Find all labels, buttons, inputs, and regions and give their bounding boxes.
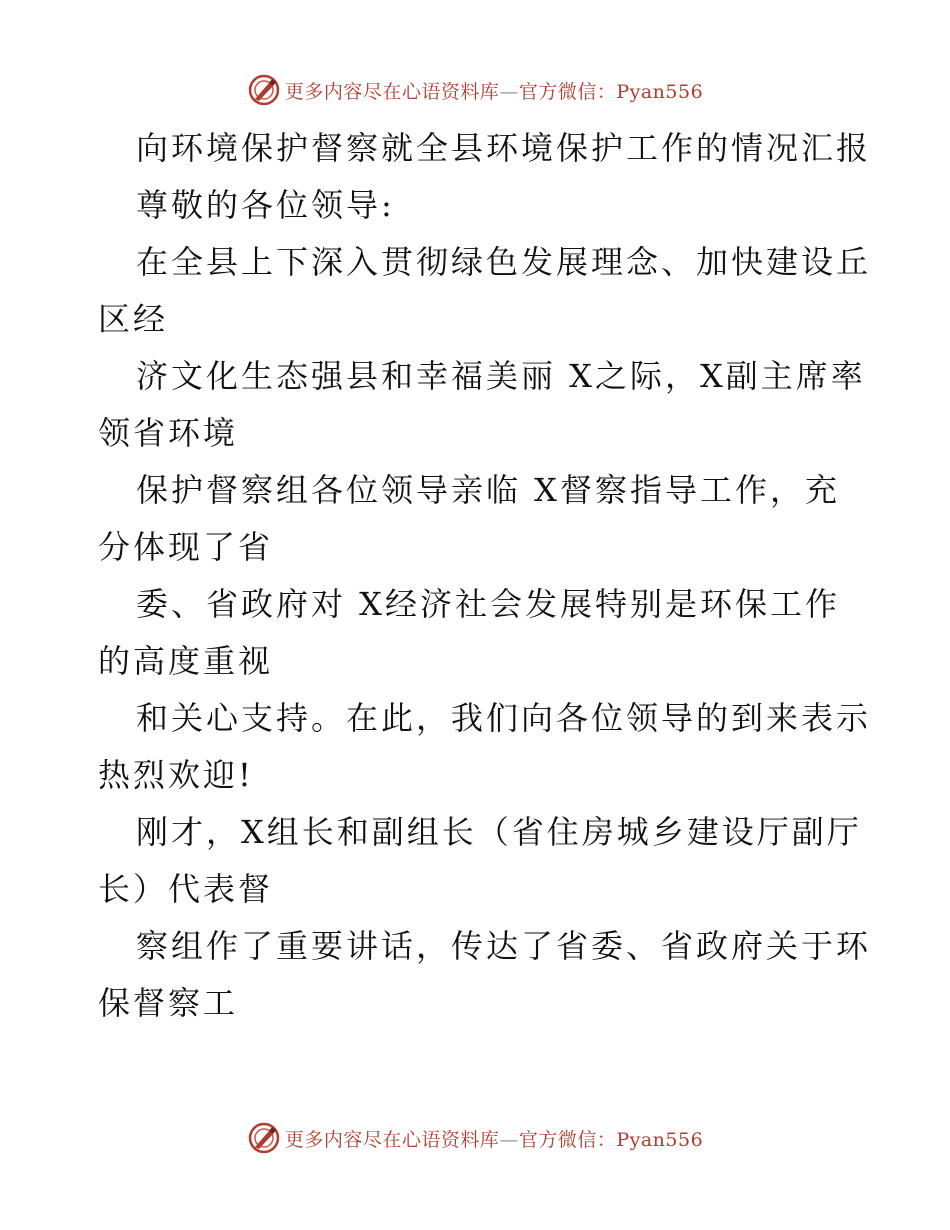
paragraph-line: 分体现了省	[98, 528, 274, 566]
brand-text: 更多内容尽在心语资料库	[284, 80, 500, 103]
paragraph-line: 委、省政府对 X经济社会发展特别是环保工作	[136, 585, 840, 623]
paragraph-line: 领省环境	[98, 414, 239, 452]
paragraph-line: 济文化生态强县和幸福美丽 X之际，X副主席率	[136, 357, 866, 395]
paragraph-line: 区经	[98, 300, 169, 338]
paragraph-line: 察组作了重要讲话，传达了省委、省政府关于环	[136, 927, 872, 965]
paragraph-line: 热烈欢迎!	[98, 756, 254, 794]
salutation: 尊敬的各位领导:	[136, 186, 395, 224]
paragraph-line: 保督察工	[98, 984, 239, 1022]
dash-text: —	[499, 80, 519, 103]
pen-seal-icon	[247, 1121, 281, 1155]
paragraph-line: 的高度重视	[98, 642, 274, 680]
document-body	[98, 120, 872, 1032]
header-banner-text	[285, 77, 703, 104]
wechat-text: 官方微信：Pyan556	[518, 1128, 704, 1151]
paragraph-line: 长）代表督	[98, 870, 274, 908]
document-title: 向环境保护督察就全县环境保护工作的情况汇报	[136, 129, 872, 167]
paragraph-line: 和关心支持。在此，我们向各位领导的到来表示	[136, 699, 872, 737]
footer-banner-text	[285, 1125, 703, 1152]
footer-banner	[0, 1118, 950, 1158]
dash-text: —	[499, 1128, 519, 1151]
paragraph-line: 保护督察组各位领导亲临 X督察指导工作，充	[136, 471, 840, 509]
wechat-text: 官方微信：Pyan556	[518, 80, 704, 103]
paragraph-line: 在全县上下深入贯彻绿色发展理念、加快建设丘	[136, 243, 872, 281]
header-banner	[0, 70, 950, 110]
pen-seal-icon	[247, 73, 281, 107]
brand-text: 更多内容尽在心语资料库	[284, 1128, 500, 1151]
paragraph-line: 刚才，X组长和副组长（省住房城乡建设厅副厅	[136, 813, 862, 851]
